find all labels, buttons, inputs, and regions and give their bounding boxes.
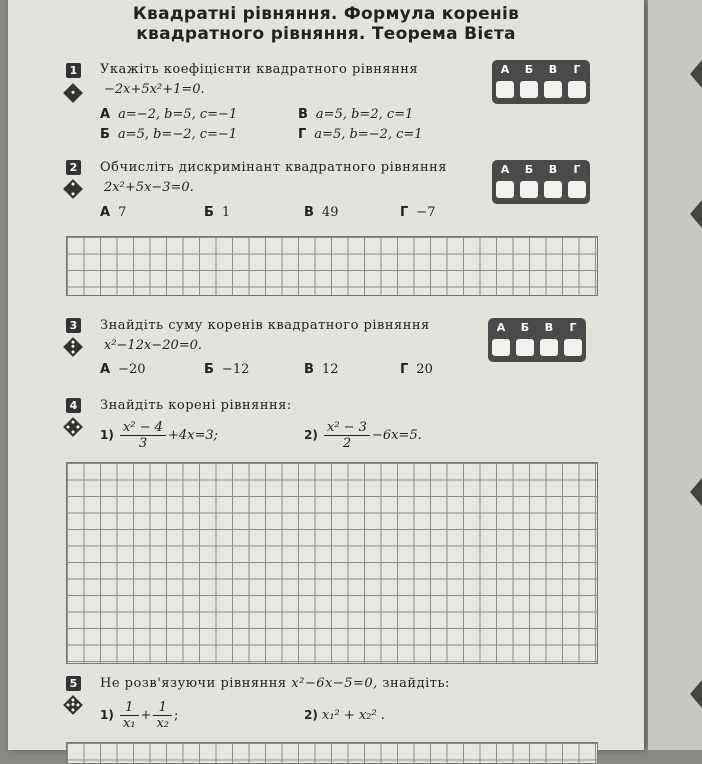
difficulty-dice-icon xyxy=(63,83,83,103)
work-grid[interactable] xyxy=(66,742,598,764)
task4-part2: 2) $\frac{\text{x² − 3}}{2}$ −6x=5. xyxy=(304,420,422,451)
task1-equation: −2x+5x²+1=0. xyxy=(104,82,205,97)
task3-question: Знайдіть суму коренів квадратного рівняння xyxy=(100,318,430,333)
page-tab-notch xyxy=(690,680,702,708)
answer-box[interactable] xyxy=(544,181,562,198)
page-title-line1: Квадратні рівняння. Формула коренів xyxy=(132,4,520,24)
difficulty-dice-icon xyxy=(63,417,83,437)
answer-grid: А Б В Г xyxy=(488,318,586,362)
task-number: 1 xyxy=(66,63,81,78)
answer-grid: А Б В Г xyxy=(492,60,590,104)
task3-option-g[interactable]: Г 20 xyxy=(400,362,433,377)
task4-question: Знайдіть корені рівняння: xyxy=(100,398,292,413)
task5-part2: 2) x₁² + x₂² . xyxy=(304,708,385,723)
task3-equation: x²−12x−20=0. xyxy=(104,338,203,353)
answer-box[interactable] xyxy=(520,81,538,98)
task5-part1: 1) $\frac{1}{\text{x₁}}$ + $\frac{1}{\text{x₂}}$ ; xyxy=(100,700,179,731)
task2-option-g[interactable]: Г −7 xyxy=(400,205,436,220)
page-tab-notch xyxy=(690,478,702,506)
answer-box[interactable] xyxy=(496,81,514,98)
answer-box[interactable] xyxy=(496,181,514,198)
work-grid[interactable] xyxy=(66,236,598,296)
task1-question: Укажіть коефіцієнти квадратного рівняння xyxy=(100,62,419,77)
work-grid[interactable] xyxy=(66,462,598,664)
difficulty-dice-icon xyxy=(63,337,83,357)
answer-box[interactable] xyxy=(568,181,586,198)
answer-box[interactable] xyxy=(544,81,562,98)
task3-option-v[interactable]: В 12 xyxy=(304,362,339,377)
task1-option-b[interactable]: Б a=5, b=−2, c=−1 xyxy=(100,127,238,142)
difficulty-dice-icon xyxy=(63,695,83,715)
task1-option-v[interactable]: В a=5, b=2, c=1 xyxy=(298,107,414,122)
answer-box[interactable] xyxy=(540,339,558,356)
answer-grid: А Б В Г xyxy=(492,160,590,204)
task2-equation: 2x²+5x−3=0. xyxy=(104,180,194,195)
page-tab-notch xyxy=(690,60,702,88)
page-title-line2: квадратного рівняння. Теорема Вієта xyxy=(136,24,516,44)
task2-option-v[interactable]: В 49 xyxy=(304,205,339,220)
task2-question: Обчисліть дискримінант квадратного рівняння xyxy=(100,160,447,175)
page-tab-notch xyxy=(690,200,702,228)
task2-option-b[interactable]: Б 1 xyxy=(204,205,231,220)
task3-option-a[interactable]: А −20 xyxy=(100,362,146,377)
task-number: 2 xyxy=(66,160,81,175)
answer-box[interactable] xyxy=(492,339,510,356)
task-number: 4 xyxy=(66,398,81,413)
task-number: 5 xyxy=(66,676,81,691)
answer-box[interactable] xyxy=(568,81,586,98)
task2-option-a[interactable]: А 7 xyxy=(100,205,127,220)
adjacent-page xyxy=(648,0,702,750)
workbook-page xyxy=(8,0,644,750)
task4-part1: 1) $\frac{\text{x² − 4}}{3}$ +4x=3; xyxy=(100,420,219,451)
answer-box[interactable] xyxy=(520,181,538,198)
task-number: 3 xyxy=(66,318,81,333)
task5-question: Не розв'язуючи рівняння x²−6x−5=0, знайдіть: xyxy=(100,676,450,691)
difficulty-dice-icon xyxy=(63,179,83,199)
task1-option-a[interactable]: А a=−2, b=5, c=−1 xyxy=(100,107,238,122)
task3-option-b[interactable]: Б −12 xyxy=(204,362,250,377)
answer-box[interactable] xyxy=(516,339,534,356)
answer-box[interactable] xyxy=(564,339,582,356)
task1-option-g[interactable]: Г a=5, b=−2, c=1 xyxy=(298,127,423,142)
